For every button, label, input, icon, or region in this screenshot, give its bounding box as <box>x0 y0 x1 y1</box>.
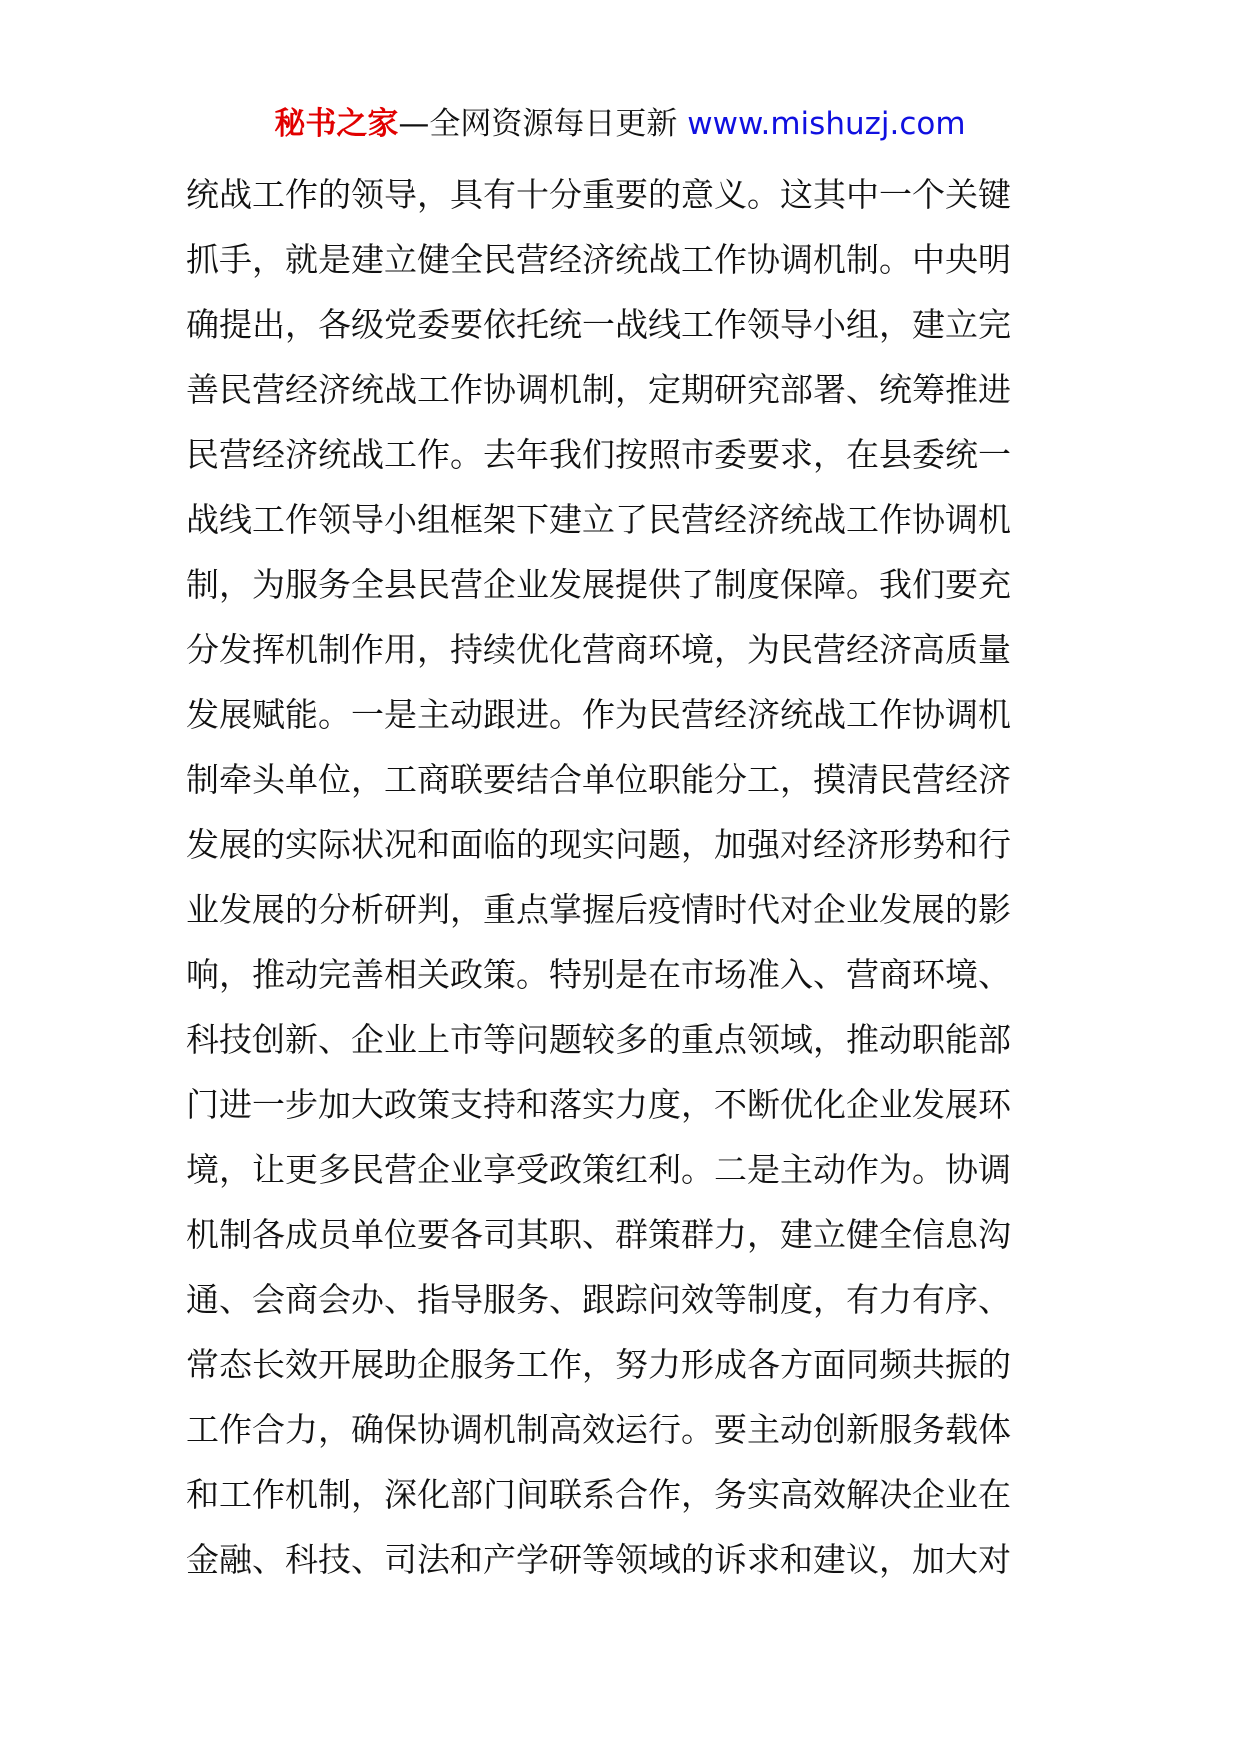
text-line: 响，推动完善相关政策。特别是在市场准入、营商环境、 <box>186 955 1011 994</box>
text-line: 和工作机制，深化部门间联系合作，务实高效解决企业在 <box>186 1475 1011 1514</box>
text-line: 境，让更多民营企业享受政策红利。二是主动作为。协调 <box>186 1150 1011 1189</box>
text-line: 发展的实际状况和面临的现实问题，加强对经济形势和行 <box>186 825 1011 864</box>
text-line: 善民营经济统战工作协调机制，定期研究部署、统筹推进 <box>186 370 1011 409</box>
brand-name: 秘书之家 <box>274 106 399 142</box>
header-tagline: —全网资源每日更新 <box>398 106 678 142</box>
text-line: 确提出，各级党委要依托统一战线工作领导小组，建立完 <box>186 305 1011 344</box>
text-line: 统战工作的领导，具有十分重要的意义。这其中一个关键 <box>186 175 1011 214</box>
text-line: 分发挥机制作用，持续优化营商环境，为民营经济高质量 <box>186 630 1011 669</box>
page-header <box>0 98 1240 150</box>
text-line: 通、会商会办、指导服务、跟踪问效等制度，有力有序、 <box>186 1280 1011 1319</box>
text-line: 业发展的分析研判，重点掌握后疫情时代对企业发展的影 <box>186 890 1011 929</box>
text-line: 战线工作领导小组框架下建立了民营经济统战工作协调机 <box>186 500 1011 539</box>
text-line: 制，为服务全县民营企业发展提供了制度保障。我们要充 <box>186 565 1011 604</box>
document-body <box>186 162 1056 1592</box>
text-line: 机制各成员单位要各司其职、群策群力，建立健全信息沟 <box>186 1215 1011 1254</box>
text-line: 制牵头单位，工商联要结合单位职能分工，摸清民营经济 <box>186 760 1011 799</box>
text-line: 抓手，就是建立健全民营经济统战工作协调机制。中央明 <box>186 240 1011 279</box>
text-line: 民营经济统战工作。去年我们按照市委要求，在县委统一 <box>186 435 1011 474</box>
website-url[interactable]: www.mishuzj.com <box>687 106 966 142</box>
text-line: 金融、科技、司法和产学研等领域的诉求和建议，加大对 <box>186 1540 1011 1579</box>
text-line: 科技创新、企业上市等问题较多的重点领域，推动职能部 <box>186 1020 1011 1059</box>
text-line: 发展赋能。一是主动跟进。作为民营经济统战工作协调机 <box>186 695 1011 734</box>
text-line: 常态长效开展助企服务工作，努力形成各方面同频共振的 <box>186 1345 1011 1384</box>
text-line: 门进一步加大政策支持和落实力度，不断优化企业发展环 <box>186 1085 1011 1124</box>
text-line: 工作合力，确保协调机制高效运行。要主动创新服务载体 <box>186 1410 1011 1449</box>
